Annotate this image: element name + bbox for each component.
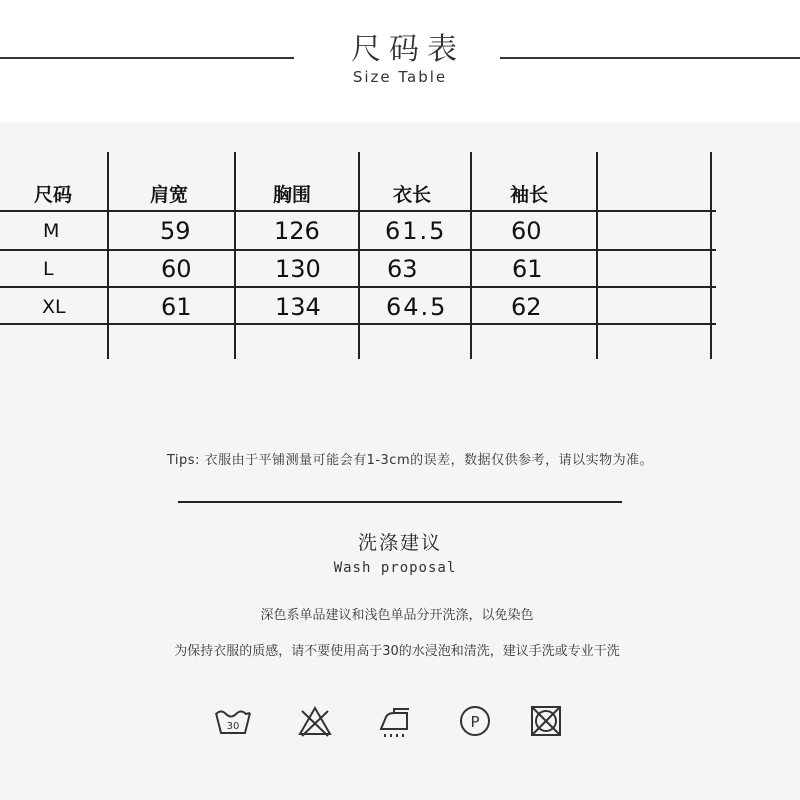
table-col-line [234, 152, 236, 359]
tips-note: Tips: 衣服由于平铺测量可能会有1-3cm的误差，数据仅供参考，请以实物为准。 [166, 453, 654, 468]
cell-shoulder: 60 [161, 255, 192, 283]
table-col-line [358, 152, 360, 359]
table-col-line [470, 152, 472, 359]
cell-sleeve: 60 [511, 217, 542, 245]
col-header-length: 衣长 [393, 184, 432, 206]
no-bleach-icon [295, 703, 335, 739]
col-header-shoulder: 肩宽 [150, 184, 189, 206]
iron-icon [377, 703, 417, 739]
no-tumble-dry-icon [526, 703, 566, 739]
wash-note-2: 为保持衣服的质感，请不要使用高于30的水浸泡和清洗，建议手洗或专业干洗 [174, 644, 620, 659]
cell-shoulder: 61 [161, 293, 192, 321]
cell-size: XL [42, 296, 66, 318]
wash-temperature-label: 30 [226, 721, 240, 732]
professional-dry-clean-icon [455, 703, 495, 739]
cell-chest: 126 [274, 217, 320, 245]
table-col-line [107, 152, 109, 359]
cell-sleeve: 62 [511, 293, 542, 321]
section-divider [178, 501, 622, 503]
col-header-size: 尺码 [34, 184, 73, 206]
cell-length: 61.5 [385, 217, 447, 245]
cell-size: L [43, 258, 54, 280]
page-title: 尺码表 [351, 32, 465, 67]
table-row-line [0, 249, 716, 251]
cell-chest: 130 [275, 255, 321, 283]
cell-size: M [43, 220, 60, 242]
wash-title: 洗涤建议 [357, 532, 442, 554]
table-col-line [710, 152, 712, 359]
col-header-chest: 胸围 [273, 184, 312, 206]
wash-30-icon [213, 703, 253, 739]
table-col-line [596, 152, 598, 359]
table-row-line [0, 323, 716, 325]
col-header-sleeve: 袖长 [510, 184, 549, 206]
dry-clean-label: P [470, 713, 480, 731]
wash-note-1: 深色系单品建议和浅色单品分开洗涤，以免染色 [260, 608, 534, 623]
cell-sleeve: 61 [512, 255, 543, 283]
cell-length: 64.5 [386, 293, 448, 321]
wash-subtitle: Wash proposal [333, 560, 457, 576]
cell-chest: 134 [275, 293, 321, 321]
page-header [0, 0, 800, 122]
cell-length: 63 [387, 255, 418, 283]
cell-shoulder: 59 [160, 217, 191, 245]
table-row-line [0, 210, 716, 212]
table-row-line [0, 286, 716, 288]
page-subtitle: Size Table [352, 68, 448, 86]
